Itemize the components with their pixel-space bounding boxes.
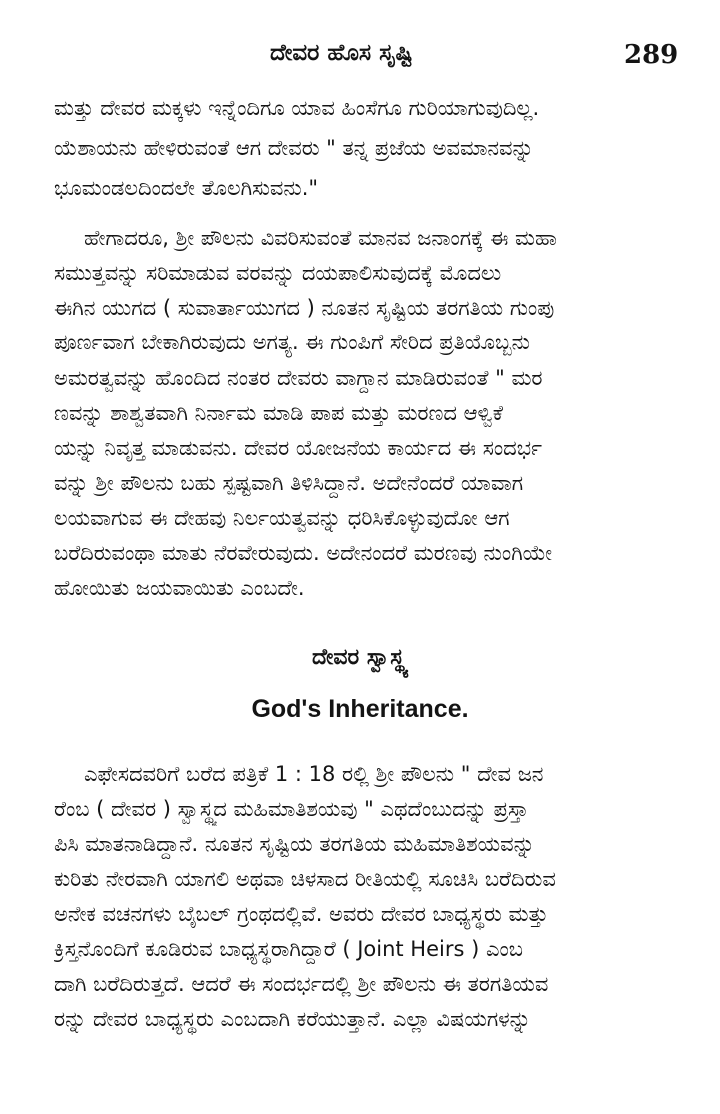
paragraph-line: ರನ್ನು ದೇವರ ಬಾಧ್ಯಸ್ಥರು ಎಂಬದಾಗಿ ಕರೆಯುತ್ತಾನೆ. ಎಲ್ಲಾ ವಿಷಯಗಳನ್ನು	[54, 1007, 531, 1031]
running-title: ದೇವರ ಹೊಸ ಸೃಷ್ಟಿ	[270, 40, 413, 66]
page-number: 289	[624, 40, 679, 70]
paragraph-line: ಅಮರತ್ವವನ್ನು ಹೊಂದಿದ ನಂತರ ದೇವರು ವಾಗ್ದಾನ ಮಾಡಿರುವಂತೆ " ಮರ	[54, 366, 543, 390]
paragraph-line: ಹೋಯಿತು ಜಯವಾಯಿತು ಎಂಬದೇ.	[54, 576, 305, 600]
paragraph-line: ಬರೆದಿರುವಂಥಾ ಮಾತು ನೆರವೇರುವುದು. ಅದೇನಂದರೆ ಮರಣವು ನುಂಗಿಯೇ	[54, 541, 553, 565]
paragraph-line: ಕುರಿತು ನೇರವಾಗಿ ಯಾಗಲಿ ಅಥವಾ ಚಿಳಸಾದ ರೀತಿಯಲ್ಲಿ ಸೂಚಿಸಿ ಬರೆದಿರುವ	[54, 867, 556, 891]
paragraph-line: ದಾಗಿ ಬರೆದಿರುತ್ತದೆ. ಆದರೆ ಈ ಸಂದರ್ಭದಲ್ಲಿ ಶ್ರೀ ಪೌಲನು ಈ ತರಗತಿಯವ	[54, 972, 549, 996]
section-heading-kannada: ದೇವರ ಸ್ವಾಸ್ಥ್ಯ	[311, 645, 409, 670]
section-heading-english: God's Inheritance.	[251, 695, 469, 723]
paragraph-line: ವನ್ನು ಶ್ರೀ ಪೌಲನು ಬಹು ಸ್ಪಷ್ಟವಾಗಿ ತಿಳಿಸಿದ್ದಾನೆ. ಅದೇನೆಂದರೆ ಯಾವಾಗ	[54, 471, 524, 495]
paragraph-line: ಭೂಮಂಡಲದಿಂದಲೇ ತೊಲಗಿಸುವನು."	[54, 176, 319, 200]
paragraph-line: ಪೂರ್ಣವಾಗ ಬೇಕಾಗಿರುವುದು ಅಗತ್ಯ. ಈ ಗುಂಪಿಗೆ ಸೇರಿದ ಪ್ರತಿಯೊಬ್ಬನು	[54, 330, 530, 354]
paragraph-line: ಯನ್ನು ನಿವೃತ್ತ ಮಾಡುವನು. ದೇವರ ಯೋಜನೆಯ ಕಾರ್ಯದ ಈ ಸಂದರ್ಭ	[54, 436, 542, 460]
paragraph-line: ಕ್ರಿಸ್ತನೊಂದಿಗೆ ಕೂಡಿರುವ ಬಾಧ್ಯಸ್ಥರಾಗಿದ್ದಾರೆ ( Joint Heirs ) ಎಂಬ	[54, 937, 523, 961]
paragraph-line: ಅನೇಕ ವಚನಗಳು ಬೈಬಲ್ ಗ್ರಂಥದಲ್ಲಿವೆ. ಅವರು ದೇವರ ಬಾಧ್ಯಸ್ಥರು ಮತ್ತು	[54, 902, 549, 926]
paragraph-line: ಸಮುತ್ತವನ್ನು ಸರಿಮಾಡುವ ವರವನ್ನು ದಯಪಾಲಿಸುವುದಕ್ಕೆ ಮೊದಲು	[54, 261, 502, 285]
paragraph-line: ಣವನ್ನು ಶಾಶ್ವತವಾಗಿ ನಿರ್ನಾಮ ಮಾಡಿ ಪಾಪ ಮತ್ತು ಮರಣದ ಆಳ್ವಿಕೆ	[54, 401, 504, 425]
paragraph-line: ಮತ್ತು ದೇವರ ಮಕ್ಕಳು ಇನ್ನೆಂದಿಗೂ ಯಾವ ಹಿಂಸೆಗೂ ಗುರಿಯಾಗುವುದಿಲ್ಲ.	[54, 96, 540, 120]
paragraph-line: ಲಯವಾಗುವ ಈ ದೇಹವು ನಿರ್ಲಯತ್ವವನ್ನು ಧರಿಸಿಕೊಳ್ಳುವುದೋ ಆಗ	[54, 506, 510, 530]
paragraph-line: ಪಿಸಿ ಮಾತನಾಡಿದ್ದಾನೆ. ನೂತನ ಸೃಷ್ಟಿಯ ತರಗತಿಯ ಮಹಿಮಾತಿಶಯವನ್ನು	[54, 832, 535, 856]
paragraph-line: ರೆಂಬ ( ದೇವರ ) ಸ್ವಾಸ್ಥ್ಯದ ಮಹಿಮಾತಿಶಯವು " ಎಥದೆಂಬುದನ್ನು ಪ್ರಸ್ತಾ	[54, 797, 529, 821]
paragraph-line: ಹೇಗಾದರೂ, ಶ್ರೀ ಪೌಲನು ವಿವರಿಸುವಂತೆ ಮಾನವ ಜನಾಂಗಕ್ಕೆ ಈ ಮಹಾ	[84, 226, 557, 250]
paragraph-line: ಎಫೇಸದವರಿಗೆ ಬರೆದ ಪತ್ರಿಕೆ 1 : 18 ರಲ್ಲಿ ಶ್ರೀ ಪೌಲನು " ದೇವ ಜನ	[84, 762, 544, 786]
paragraph-line: ಯೆಶಾಯನು ಹೇಳಿರುವಂತೆ ಆಗ ದೇವರು " ತನ್ನ ಪ್ರಜೆಯ ಅವಮಾನವನ್ನು	[54, 136, 534, 160]
paragraph-line: ಈಗಿನ ಯುಗದ ( ಸುವಾರ್ತಾಯುಗದ ) ನೂತನ ಸೃಷ್ಟಿಯ ತರಗತಿಯ ಗುಂಪು	[54, 296, 555, 320]
